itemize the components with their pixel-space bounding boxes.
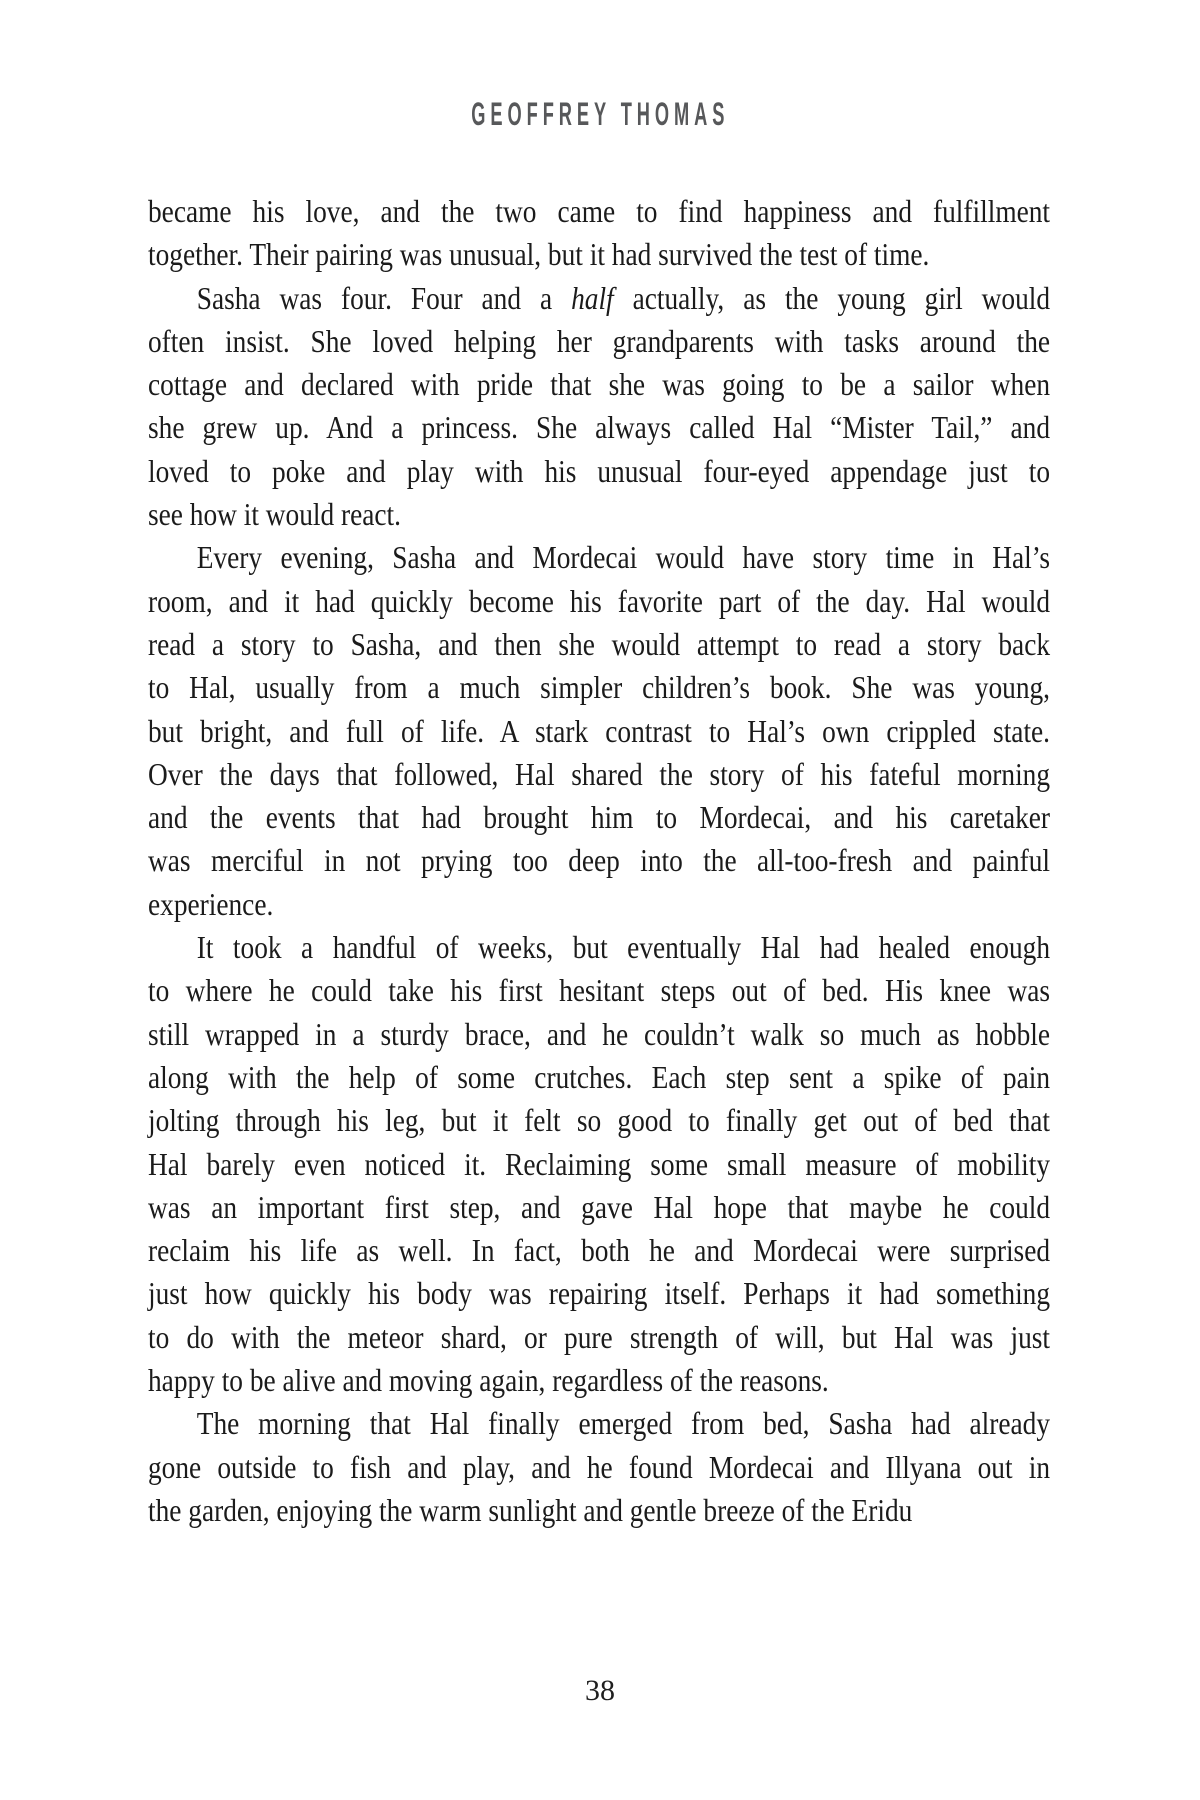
text-line: she grew up. And a princess. She always called Hal “Mister Tail,” and (148, 409, 1051, 446)
text-line: loved to poke and play with his unusual four-eyed appendage just to (148, 452, 1051, 489)
text-line: Over the days that followed, Hal shared the story of his fateful morning (148, 755, 1051, 792)
running-header-author: GEOFFREY THOMAS (471, 96, 729, 132)
paragraph (148, 1402, 1050, 1532)
text-line: to do with the meteor shard, or pure strength of will, but Hal was just (148, 1318, 1051, 1355)
text-line: and the events that had brought him to Mordecai, and his caretaker (148, 799, 1051, 836)
text-line: often insist. She loved helping her grandparents with tasks around the (148, 322, 1051, 359)
text-line: The morning that Hal finally emerged from bed, Sasha had already (196, 1405, 1051, 1442)
paragraph (148, 536, 1050, 926)
text-line: was merciful in not prying too deep into the all-too-fresh and painful (148, 842, 1051, 879)
text-line: experience. (148, 885, 274, 922)
text-line: became his love, and the two came to find happiness and fulfillment (148, 193, 1051, 229)
text-line: cottage and declared with pride that she was going to be a sailor when (148, 366, 1051, 403)
text-line: read a story to Sasha, and then she would attempt to read a story back (148, 625, 1051, 662)
text-line: jolting through his leg, but it felt so good to finally get out of bed that (148, 1102, 1051, 1139)
text-line: Hal barely even noticed it. Reclaiming some small measure of mobility (148, 1145, 1051, 1182)
text-line: It took a handful of weeks, but eventually Hal had healed enough (196, 929, 1051, 966)
text-line: still wrapped in a sturdy brace, and he couldn’t walk so much as hobble (148, 1015, 1051, 1052)
text-line: together. Their pairing was unusual, but it had survived the test of time. (148, 236, 930, 273)
text-line: to where he could take his first hesitant steps out of bed. His knee was (148, 972, 1051, 1009)
text-line: but bright, and full of life. A stark contrast to Hal’s own crippled state. (148, 712, 1051, 749)
text-line: gone outside to fish and play, and he found Mordecai and Illyana out in (148, 1448, 1051, 1485)
paragraph (148, 926, 1050, 1402)
text-line: Sasha was four. Four and a half actually, as the young girl would (196, 279, 1051, 316)
text-line: the garden, enjoying the warm sunlight and gentle breeze of the Eridu (148, 1491, 913, 1528)
text-line: room, and it had quickly become his favorite part of the day. Hal would (148, 582, 1051, 619)
paragraph (148, 277, 1050, 537)
running-header-row (0, 97, 1200, 131)
text-line: just how quickly his body was repairing itself. Perhaps it had something (148, 1275, 1051, 1312)
page-number: 38 (585, 1674, 615, 1707)
text-line: reclaim his life as well. In fact, both he and Mordecai were surprised (148, 1232, 1051, 1269)
text-line: Every evening, Sasha and Mordecai would have story time in Hal’s (196, 539, 1051, 576)
body-text (148, 190, 1050, 1532)
text-line: to Hal, usually from a much simpler children’s book. She was young, (148, 669, 1051, 706)
paragraph (148, 190, 1050, 277)
text-line: see how it would react. (148, 496, 401, 533)
text-line: happy to be alive and moving again, regardless of the reasons. (148, 1362, 829, 1399)
text-line: was an important first step, and gave Hal hope that maybe he could (148, 1188, 1051, 1225)
text-line: along with the help of some crutches. Each step sent a spike of pain (148, 1058, 1051, 1095)
